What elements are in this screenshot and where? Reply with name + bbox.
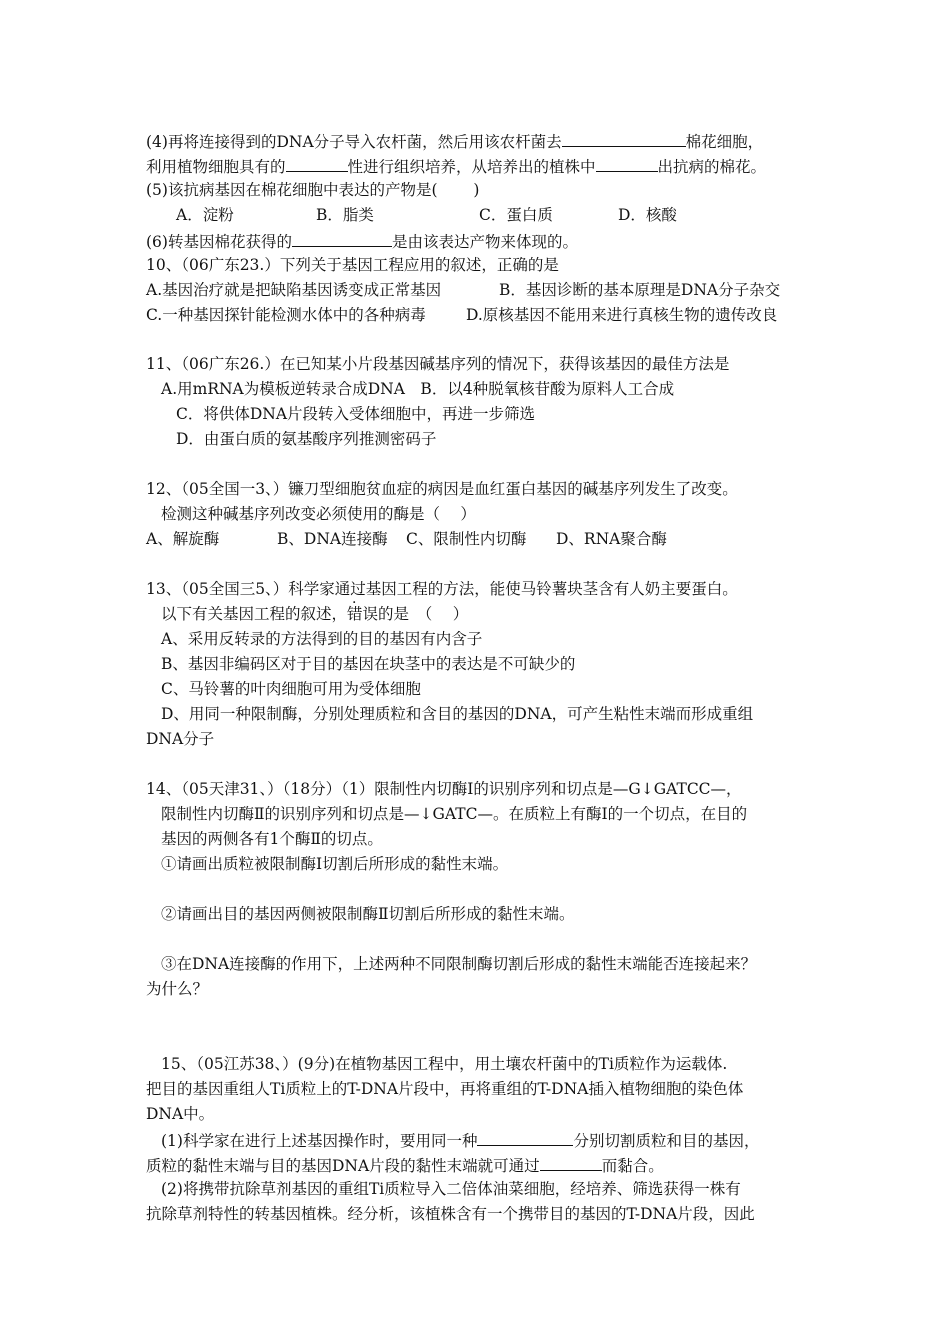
text: 利用植物细胞具有的 xyxy=(146,158,286,176)
text: (6)转基因棉花获得的 xyxy=(146,233,292,251)
q14-line-2: 限制性内切酶Ⅱ的识别序列和切点是—↓GATC—。在质粒上有酶Ⅰ的一个切点，在目的 xyxy=(161,805,748,823)
text: 分别切割质粒和目的基因， xyxy=(573,1132,760,1150)
text: 以下有关基因工程的叙述， xyxy=(161,605,348,623)
q15-line-7: 抗除草剂特性的转基因植株。经分析，该植株含有一个携带目的基因的T-DNA片段，因此 xyxy=(146,1205,755,1223)
text: 质粒的黏性末端与目的基因DNA片段的黏性末端就可通过 xyxy=(146,1157,540,1175)
q11-stem: 11、（06广东26.）在已知某小片段基因碱基序列的情况下，获得该基因的最佳方法是 xyxy=(146,355,730,373)
q10-option-d: D.原核基因不能用来进行真核生物的遗传改良 xyxy=(466,306,778,324)
q9-option-d: D．核酸 xyxy=(618,206,677,224)
answer-blank[interactable] xyxy=(477,1129,573,1146)
q14-line-3: 基因的两侧各有1个酶Ⅱ的切点。 xyxy=(161,830,383,848)
answer-blank[interactable] xyxy=(292,230,392,247)
q9-line-5 xyxy=(146,230,578,252)
q15-line-4 xyxy=(161,1129,759,1151)
q12-option-c: C、限制性内切酶 xyxy=(406,530,527,548)
q14-sub-3b: 为什么？ xyxy=(146,980,209,998)
answer-blank[interactable] xyxy=(562,130,686,147)
q10-stem: 10、（06广东23.）下列关于基因工程应用的叙述，正确的是 xyxy=(146,256,559,274)
q14-sub-1: ①请画出质粒被限制酶Ⅰ切割后所形成的黏性末端。 xyxy=(161,855,509,873)
q10-option-c: C.一种基因探针能检测水体中的各种病毒 xyxy=(146,306,426,324)
q13-stem-2 xyxy=(161,604,468,624)
q12-stem-1: 12、（05全国一3、）镰刀型细胞贫血症的病因是血红蛋白基因的碱基序列发生了改变。 xyxy=(146,480,738,498)
q12-option-d: D、RNA聚合酶 xyxy=(556,530,667,548)
q11-option-c: C．将供体DNA片段转入受体细胞中，再进一步筛选 xyxy=(176,405,536,423)
q13-option-d-2: DNA分子 xyxy=(146,730,215,748)
q9-option-c: C．蛋白质 xyxy=(479,206,553,224)
q14-sub-3a: ③在DNA连接酶的作用下，上述两种不同限制酶切割后形成的黏性末端能否连接起来？ xyxy=(161,955,757,973)
q15-line-5 xyxy=(146,1154,664,1176)
q15-line-6: (2)将携带抗除草剂基因的重组Ti质粒导入二倍体油菜细胞，经培养、筛选获得一株有 xyxy=(161,1180,741,1198)
q9-line-2 xyxy=(146,155,766,177)
q9-option-b: B．脂类 xyxy=(316,206,374,224)
q13-option-c: C、马铃薯的叶肉细胞可用为受体细胞 xyxy=(161,680,421,698)
q13-option-a: A、采用反转录的方法得到的目的基因有内含子 xyxy=(161,630,483,648)
answer-blank[interactable] xyxy=(540,1154,602,1171)
answer-blank[interactable] xyxy=(596,155,658,172)
q13-option-d-1: D、用同一种限制酶，分别处理质粒和含目的基因的DNA，可产生粘性末端而形成重组 xyxy=(161,705,754,723)
q10-option-a: A.基因治疗就是把缺陷基因诱变成正常基因 xyxy=(146,281,442,299)
q10-option-b: B．基因诊断的基本原理是DNA分子杂交 xyxy=(499,281,781,299)
q13-stem-1: 13、（05全国三5、）科学家通过基因工程的方法，能使马铃薯块茎含有人奶主要蛋白。 xyxy=(146,580,738,598)
q13-option-b: B、基因非编码区对于目的基因在块茎中的表达是不可缺少的 xyxy=(161,655,576,673)
q14-sub-2: ②请画出目的基因两侧被限制酶Ⅱ切割后所形成的黏性末端。 xyxy=(161,905,575,923)
text: 误的是 （ ） xyxy=(362,605,469,623)
text: (4)再将连接得到的DNA分子导入农杆菌，然后用该农杆菌去 xyxy=(146,133,562,151)
answer-blank[interactable] xyxy=(286,155,348,172)
q9-option-a: A．淀粉 xyxy=(176,206,234,224)
text: 性进行组织培养，从培养出的植株中 xyxy=(347,158,596,176)
q15-line-3: DNA中。 xyxy=(146,1105,215,1123)
q11-option-d: D．由蛋白质的氨基酸序列推测密码子 xyxy=(176,430,437,448)
q12-stem-2: 检测这种碱基序列改变必须使用的酶是（ ） xyxy=(161,505,476,523)
text: 棉花细胞， xyxy=(685,133,764,151)
text: 出抗病的棉花。 xyxy=(657,158,767,176)
q14-line-1: 14、（05天津31、）（18分）（1）限制性内切酶Ⅰ的识别序列和切点是—G↓GATCC—， xyxy=(146,780,742,798)
q9-line-1 xyxy=(146,130,763,152)
text: (1)科学家在进行上述基因操作时，要用同一种 xyxy=(161,1132,478,1150)
q9-line-3: (5)该抗病基因在棉花细胞中表达的产物是( ) xyxy=(146,181,480,199)
q12-option-b: B、DNA连接酶 xyxy=(277,530,388,548)
q12-option-a: A、解旋酶 xyxy=(146,530,220,548)
q15-line-2: 把目的基因重组人Ti质粒上的T-DNA片段中，再将重组的T-DNA插入植物细胞的染色体 xyxy=(146,1080,744,1098)
q15-line-1: 15、（05江苏38、）(9分)在植物基因工程中，用土壤农杆菌中的Ti质粒作为运载体. xyxy=(161,1055,728,1073)
q11-option-ab: A.用mRNA为模板逆转录合成DNA B．以4种脱氧核苷酸为原料人工合成 xyxy=(161,380,675,398)
text: 是由该表达产物来体现的。 xyxy=(391,233,578,251)
emphasis-mark: 错 xyxy=(347,605,363,623)
text: 而黏合。 xyxy=(601,1157,664,1175)
